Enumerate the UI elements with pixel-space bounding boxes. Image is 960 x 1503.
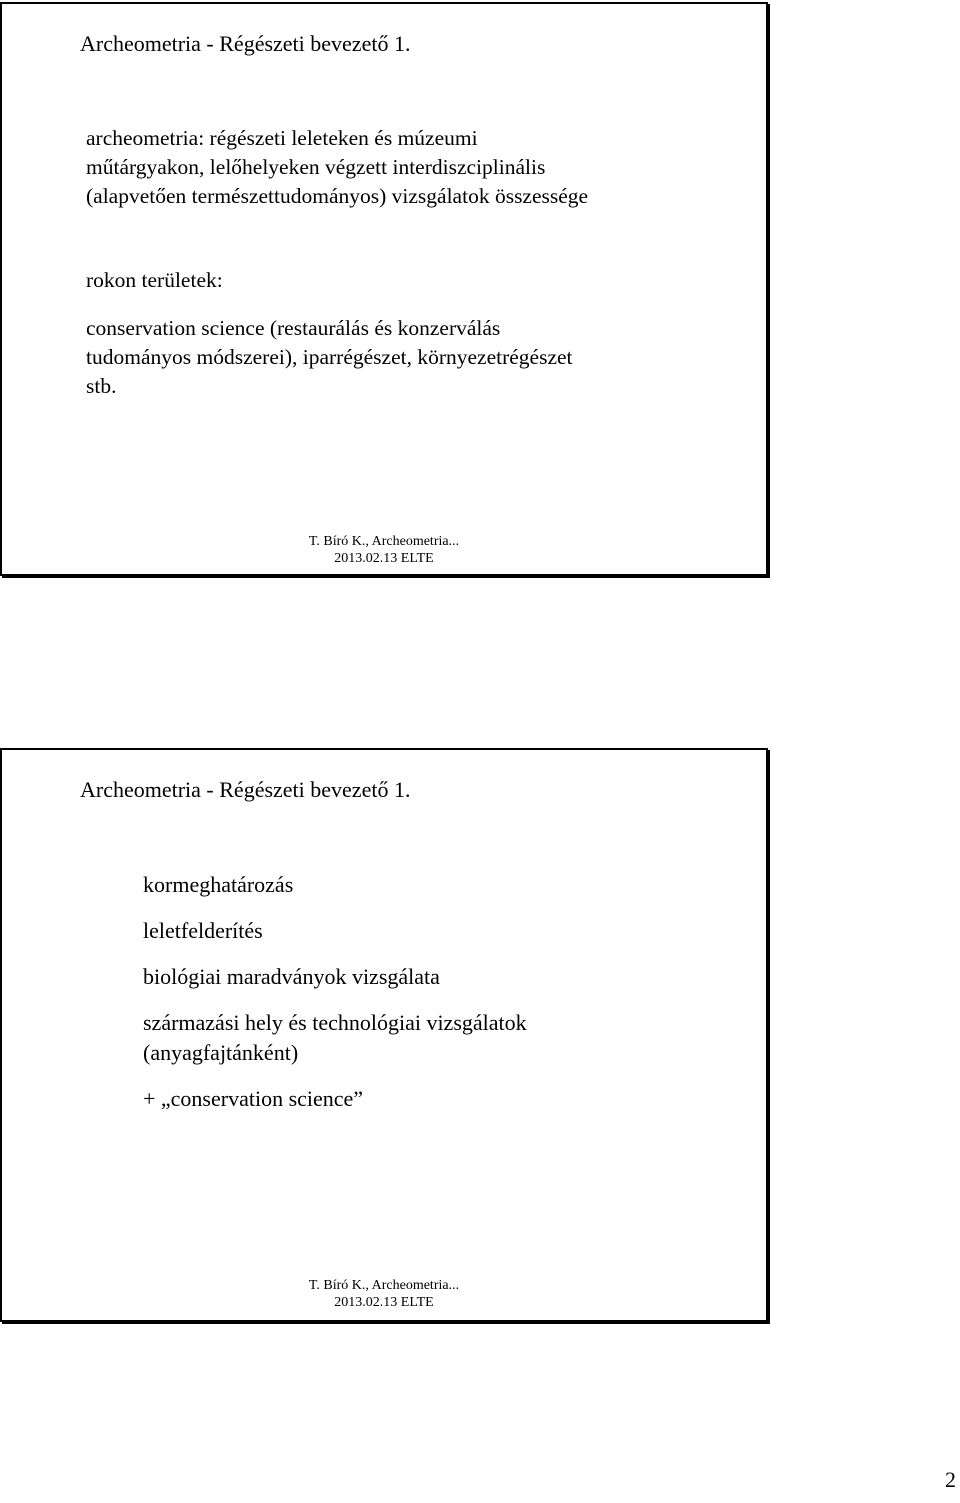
slide-1-title: Archeometria - Régészeti bevezető 1. <box>80 31 411 56</box>
definition-line: (alapvetően természettudományos) vizsgálatok összessége <box>86 184 589 208</box>
slide-1-footer <box>2 533 766 567</box>
footer-author: T. Bíró K., Archeometria... <box>308 1278 460 1293</box>
related-line: stb. <box>86 374 117 398</box>
list-item-line: származási hely és technológiai vizsgálatok <box>143 1010 527 1035</box>
slide-2 <box>0 748 768 1322</box>
footer-date: 2013.02.13 ELTE <box>334 1295 434 1310</box>
related-line: conservation science (restaurálás és konzerválás <box>86 316 501 340</box>
footer-author: T. Bíró K., Archeometria... <box>308 534 460 549</box>
slide-2-footer <box>2 1277 766 1311</box>
list-item: kormeghatározás <box>143 872 294 897</box>
definition-paragraph <box>86 124 588 211</box>
list-item-line: (anyagfajtánként) <box>143 1040 299 1065</box>
list-item: biológiai maradványok vizsgálata <box>143 964 440 989</box>
definition-line: műtárgyakon, lelőhelyeken végzett interdiszciplinális <box>86 155 546 179</box>
slide-1 <box>0 2 768 576</box>
topic-list <box>143 870 527 1130</box>
list-item <box>143 1008 527 1068</box>
related-fields-heading: rokon területek: <box>86 268 223 292</box>
list-item: leletfelderítés <box>143 918 263 943</box>
footer-date: 2013.02.13 ELTE <box>334 551 434 566</box>
definition-line: archeometria: régészeti leleteken és múzeumi <box>86 126 478 150</box>
page-number: 2 <box>945 1467 956 1492</box>
slide-2-title: Archeometria - Régészeti bevezető 1. <box>80 777 411 802</box>
related-fields-paragraph <box>86 314 573 401</box>
related-line: tudományos módszerei), iparrégészet, környezetrégészet <box>86 345 573 369</box>
list-item: + „conservation science” <box>143 1086 364 1111</box>
